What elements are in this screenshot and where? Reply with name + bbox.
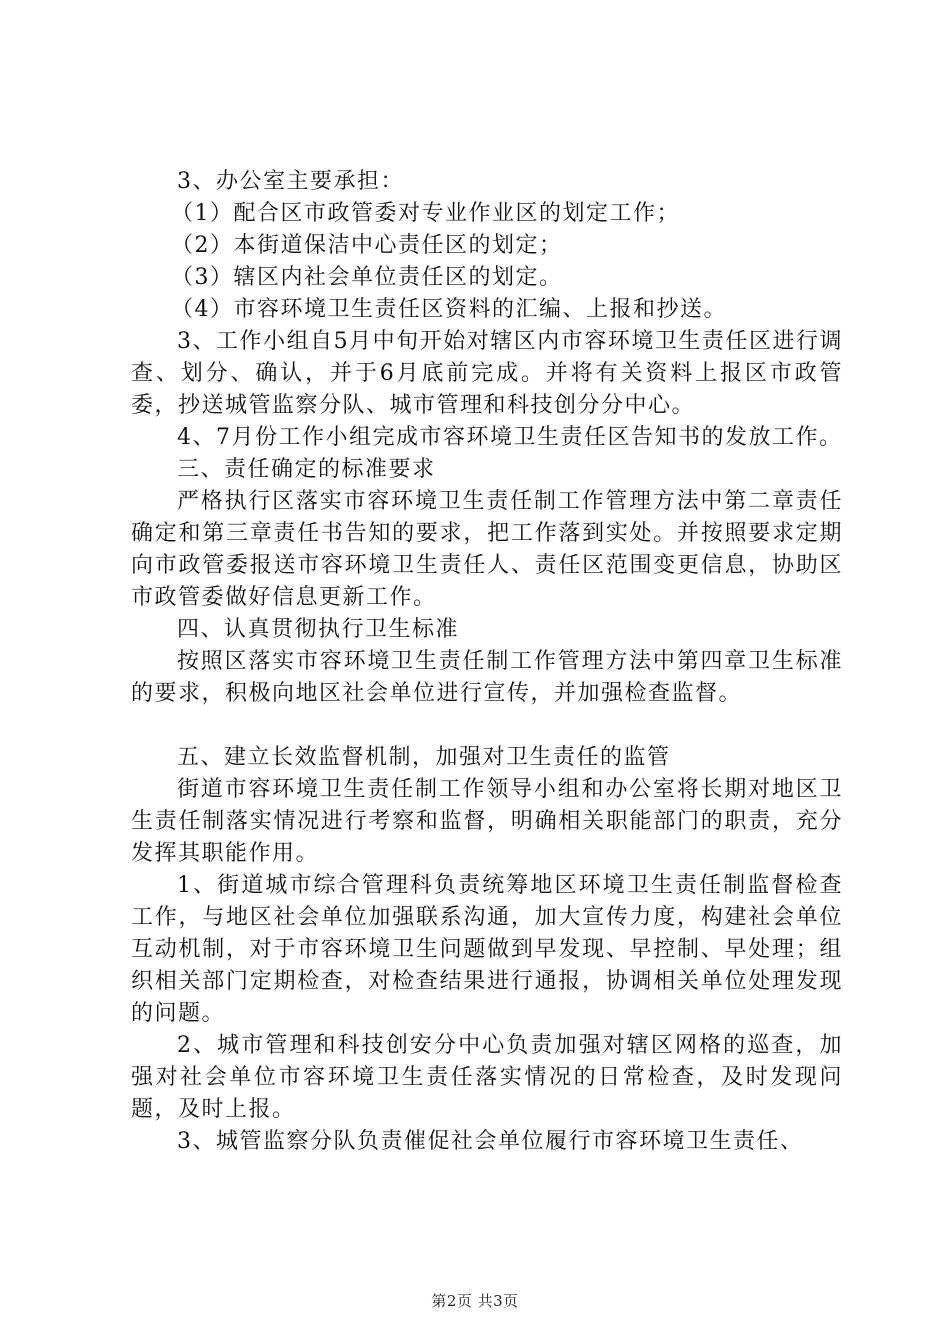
paragraph: 严格执行区落实市容环境卫生责任制工作管理方法中第二章责任确定和第三章责任书告知的要求，把工作落到实处。并按照要求定期向市政管委报送市容环境卫生责任人、责任区范围变更信息，协助区市政管委做好信息更新工作。 xyxy=(131,489,843,610)
paragraph: 3、办公室主要承担： xyxy=(177,169,404,194)
list-item: （4）市容环境卫生责任区资料的汇编、上报和抄送。 xyxy=(171,297,727,322)
document-body xyxy=(131,166,843,1158)
section-heading: 三、责任确定的标准要求 xyxy=(177,457,436,482)
list-item: （2）本街道保洁中心责任区的划定； xyxy=(171,233,563,258)
paragraph: 4、7月份工作小组完成市容环境卫生责任区告知书的发放工作。 xyxy=(177,425,843,450)
paragraph: 1、街道城市综合管理科负责统筹地区环境卫生责任制监督检查工作，与地区社会单位加强联系沟通，加大宣传力度，构建社会单位互动机制，对于市容环境卫生问题做到早发现、早控制、早处理；组织相关部门定期检查，对检查结果进行通报，协调相关单位处理发现的问题。 xyxy=(131,873,843,1026)
section-heading: 五、建立长效监督机制，加强对卫生责任的监管 xyxy=(177,745,671,770)
list-item: （3）辖区内社会单位责任区的划定。 xyxy=(171,265,563,290)
paragraph: 按照区落实市容环境卫生责任制工作管理方法中第四章卫生标准的要求，积极向地区社会单位进行宣传，并加强检查监督。 xyxy=(131,649,843,706)
paragraph: 3、城管监察分队负责催促社会单位履行市容环境卫生责任、 xyxy=(177,1129,804,1154)
paragraph-spacer xyxy=(131,710,843,742)
section-heading: 四、认真贯彻执行卫生标准 xyxy=(177,617,460,642)
paragraph: 街道市容环境卫生责任制工作领导小组和办公室将长期对地区卫生责任制落实情况进行考察和监督，明确相关职能部门的职责，充分发挥其职能作用。 xyxy=(131,777,843,866)
page-footer: 第2页 共3页 xyxy=(431,1292,519,1310)
paragraph: 3、工作小组自5月中旬开始对辖区内市容环境卫生责任区进行调查、划分、确认，并于6月底前完成。并将有关资料上报区市政管委，抄送城管监察分队、城市管理和科技创分分中心。 xyxy=(131,329,843,418)
list-item: （1）配合区市政管委对专业作业区的划定工作； xyxy=(171,201,680,226)
paragraph: 2、城市管理和科技创安分中心负责加强对辖区网格的巡查，加强对社会单位市容环境卫生责任落实情况的日常检查，及时发现问题，及时上报。 xyxy=(131,1033,843,1122)
